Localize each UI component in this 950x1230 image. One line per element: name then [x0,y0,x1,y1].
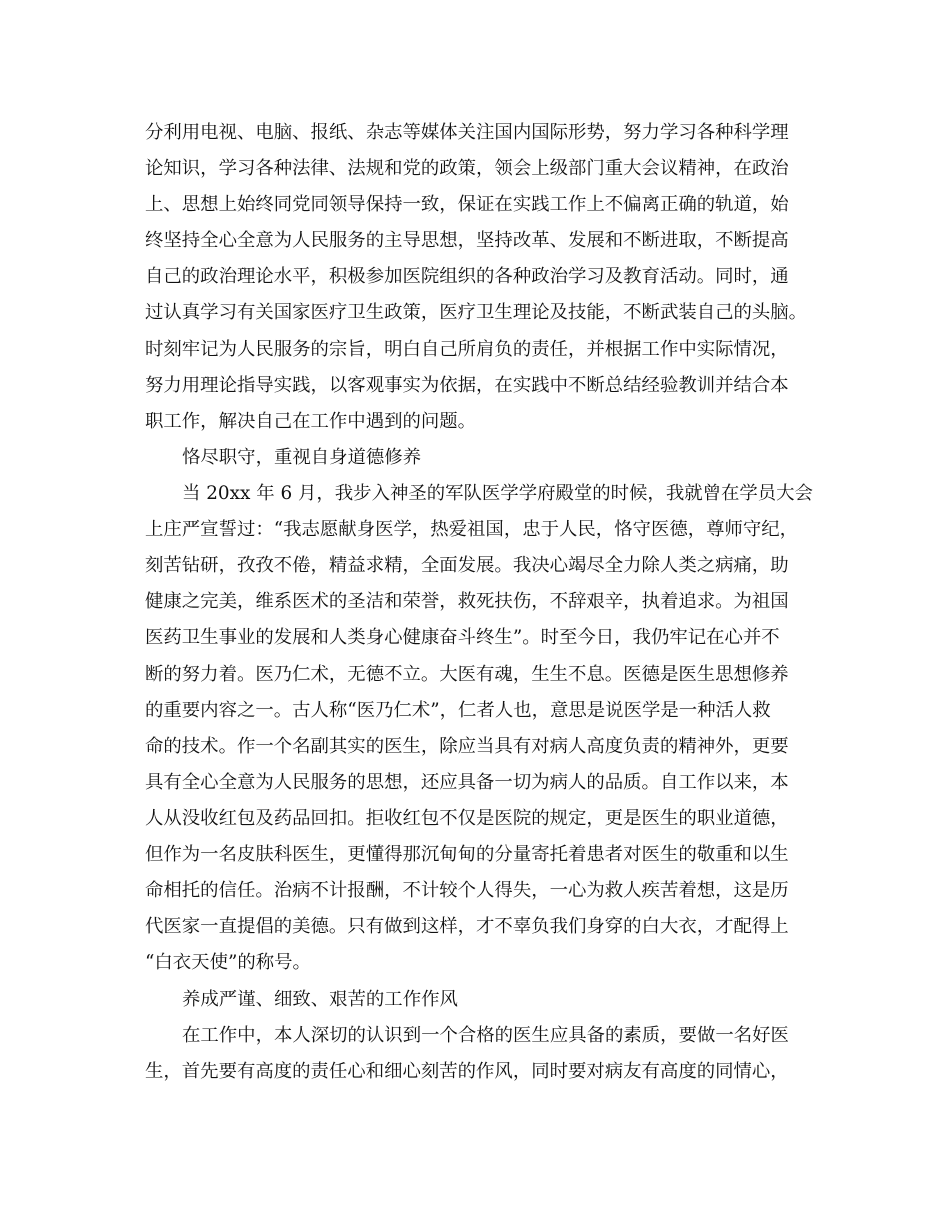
text-line: 代医家一直提倡的美德。只有做到这样，才不辜负我们身穿的白大衣，才配得上 [145,916,789,937]
text-line: 断的努力着。医乃仁术，无德不立。大医有魂，生生不息。医德是医生思想修养 [145,664,789,685]
text-line: 论知识，学习各种法律、法规和党的政策，领会上级部门重大会议精神，在政治 [145,158,789,179]
text-line: 上、思想上始终同党同领导保持一致，保证在实践工作上不偏离正确的轨道，始 [145,194,789,215]
text-line: 自己的政治理论水平，积极参加医院组织的各种政治学习及教育活动。同时，通 [145,266,789,287]
text-line: 分利用电视、电脑、报纸、杂志等媒体关注国内国际形势，努力学习各种科学理 [145,122,789,143]
text-line: 命相托的信任。治病不计报酬，不计较个人得失，一心为救人疾苦着想，这是历 [145,880,789,901]
text-line: 但作为一名皮肤科医生，更懂得那沉甸甸的分量寄托着患者对医生的敬重和以生 [145,844,789,865]
text-line: 上庄严宣誓过：“我志愿献身医学，热爱祖国，忠于人民，恪守医德，尊师守纪， [145,519,799,540]
section-heading: 恪尽职守，重视自身道德修养 [182,447,422,468]
text-line: 时刻牢记为人民服务的宗旨，明白自己所肩负的责任，并根据工作中实际情况， [145,339,789,360]
text-line: “白衣天使”的称号。 [145,952,311,973]
text-line: 努力用理论指导实践，以客观事实为依据，在实践中不断总结经验教训并结合本 [145,375,789,396]
text-line: 具有全心全意为人民服务的思想，还应具备一切为病人的品质。自工作以来，本 [145,772,789,793]
text-line: 人从没收红包及药品回扣。拒收红包不仅是医院的规定，更是医生的职业道德， [145,808,789,829]
text-line: 刻苦钻研，孜孜不倦，精益求精，全面发展。我决心竭尽全力除人类之病痛，助 [145,555,789,576]
text-line: 生，首先要有高度的责任心和细心刻苦的作风，同时要对病友有高度的同情心， [145,1061,789,1082]
text-line: 终坚持全心全意为人民服务的主导思想，坚持改革、发展和不断进取，不断提高 [145,230,789,251]
text-line: 在工作中，本人深切的认识到一个合格的医生应具备的素质，要做一名好医 [182,1025,789,1046]
text-line: 医药卫生事业的发展和人类身心健康奋斗终生”。时至今日，我仍牢记在心并不 [145,627,780,648]
text-line: 命的技术。作一个名副其实的医生，除应当具有对病人高度负责的精神外，更要 [145,736,789,757]
section-heading: 养成严谨、细致、艰苦的工作作风 [182,989,458,1010]
text-line: 的重要内容之一。古人称“医乃仁术”，仁者人也，意思是说医学是一种活人救 [145,700,771,721]
text-line: 健康之完美，维系医术的圣洁和荣誉，救死扶伤，不辞艰辛，执着追求。为祖国 [145,591,789,612]
text-line: 职工作，解决自己在工作中遇到的问题。 [145,411,477,432]
text-line: 当 20xx 年 6 月，我步入神圣的军队医学学府殿堂的时候，我就曾在学员大会 [182,483,813,504]
text-line: 过认真学习有关国家医疗卫生政策，医疗卫生理论及技能，不断武装自己的头脑。 [145,302,808,323]
